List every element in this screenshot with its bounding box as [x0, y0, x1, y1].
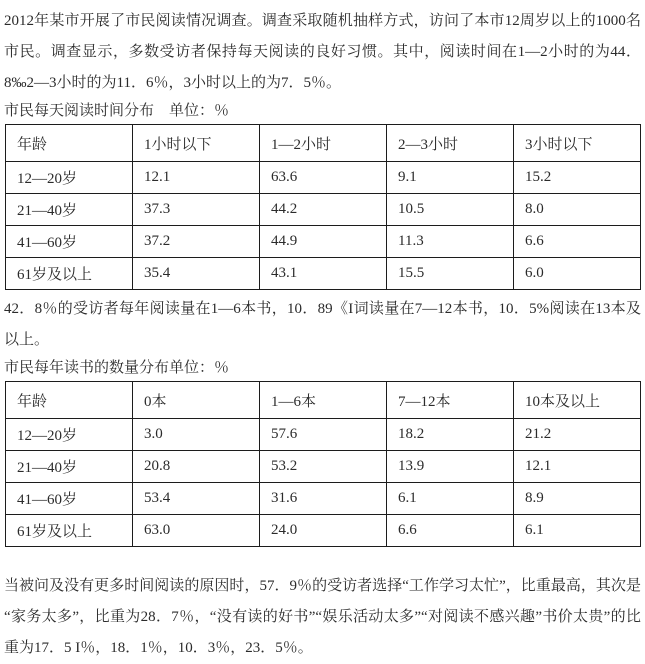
row-header-age: 21—40岁 [6, 194, 133, 226]
data-cell: 13.9 [387, 451, 514, 483]
row-header-age: 61岁及以上 [6, 515, 133, 547]
row-header-age: 41—60岁 [6, 483, 133, 515]
reading-time-table [5, 124, 641, 290]
table2-caption: 市民每年读书的数量分布单位：％ [4, 360, 230, 376]
column-header: 2—3小时 [387, 125, 514, 162]
data-cell: 44.9 [260, 226, 387, 258]
row-header-age: 12—20岁 [6, 419, 133, 451]
data-cell: 12.1 [133, 162, 260, 194]
data-cell: 6.1 [514, 515, 641, 547]
data-cell: 20.8 [133, 451, 260, 483]
header-row [6, 382, 641, 419]
data-cell: 37.3 [133, 194, 260, 226]
data-cell: 35.4 [133, 258, 260, 290]
data-cell: 57.6 [260, 419, 387, 451]
column-header: 1小时以下 [133, 125, 260, 162]
data-cell: 3.0 [133, 419, 260, 451]
table-row [6, 419, 641, 451]
table-row [6, 515, 641, 547]
table-row [6, 451, 641, 483]
data-cell: 9.1 [387, 162, 514, 194]
table1-header [6, 125, 641, 162]
closing-paragraph: 当被问及没有更多时间阅读的原因时，57．9％的受访者选择“工作学习太忙”，比重最高，其次是“家务太多”，比重为28．7％，“没有读的好书”“娱乐活动太多”“对阅读不感兴趣”书价太贵”的比重为17．5 I％，18．1％，10．3％，23．5％。 [4, 578, 641, 656]
table1-caption: 市民每天阅读时间分布 单位：％ [4, 103, 230, 119]
column-header: 年龄 [6, 125, 133, 162]
data-cell: 21.2 [514, 419, 641, 451]
column-header: 3小时以下 [514, 125, 641, 162]
row-header-age: 61岁及以上 [6, 258, 133, 290]
table-row [6, 483, 641, 515]
books-per-year-table [5, 381, 641, 547]
data-cell: 37.2 [133, 226, 260, 258]
table2-body [6, 419, 641, 547]
column-header: 7—12本 [387, 382, 514, 419]
table-row [6, 226, 641, 258]
table-row [6, 258, 641, 290]
column-header: 10本及以上 [514, 382, 641, 419]
data-cell: 11.3 [387, 226, 514, 258]
data-cell: 8.9 [514, 483, 641, 515]
row-header-age: 21—40岁 [6, 451, 133, 483]
data-cell: 6.1 [387, 483, 514, 515]
data-cell: 18.2 [387, 419, 514, 451]
data-cell: 43.1 [260, 258, 387, 290]
intro-paragraph: 2012年某市开展了市民阅读情况调查。调查采取随机抽样方式，访问了本市12周岁以上的1000名市民。调查显示，多数受访者保持每天阅读的良好习惯。其中，阅读时间在1—2小时的为44．8‰2—3小时的为11．6％，3小时以上的为7．5％。 [4, 13, 641, 91]
column-header: 0本 [133, 382, 260, 419]
data-cell: 8.0 [514, 194, 641, 226]
data-cell: 15.5 [387, 258, 514, 290]
data-cell: 63.6 [260, 162, 387, 194]
data-cell: 6.0 [514, 258, 641, 290]
data-cell: 6.6 [514, 226, 641, 258]
table1-body [6, 162, 641, 290]
table-row [6, 194, 641, 226]
middle-paragraph: 42．8％的受访者每年阅读量在1—6本书，10．89《I词读量在7—12本书，10．5%阅读在13本及以上。 [4, 301, 641, 348]
data-cell: 24.0 [260, 515, 387, 547]
data-cell: 10.5 [387, 194, 514, 226]
column-header: 1—2小时 [260, 125, 387, 162]
column-header: 1—6本 [260, 382, 387, 419]
data-cell: 44.2 [260, 194, 387, 226]
data-cell: 12.1 [514, 451, 641, 483]
row-header-age: 41—60岁 [6, 226, 133, 258]
column-header: 年龄 [6, 382, 133, 419]
table2-header [6, 382, 641, 419]
data-cell: 53.4 [133, 483, 260, 515]
data-cell: 15.2 [514, 162, 641, 194]
row-header-age: 12—20岁 [6, 162, 133, 194]
header-row [6, 125, 641, 162]
data-cell: 31.6 [260, 483, 387, 515]
data-cell: 63.0 [133, 515, 260, 547]
data-cell: 53.2 [260, 451, 387, 483]
table-row [6, 162, 641, 194]
data-cell: 6.6 [387, 515, 514, 547]
